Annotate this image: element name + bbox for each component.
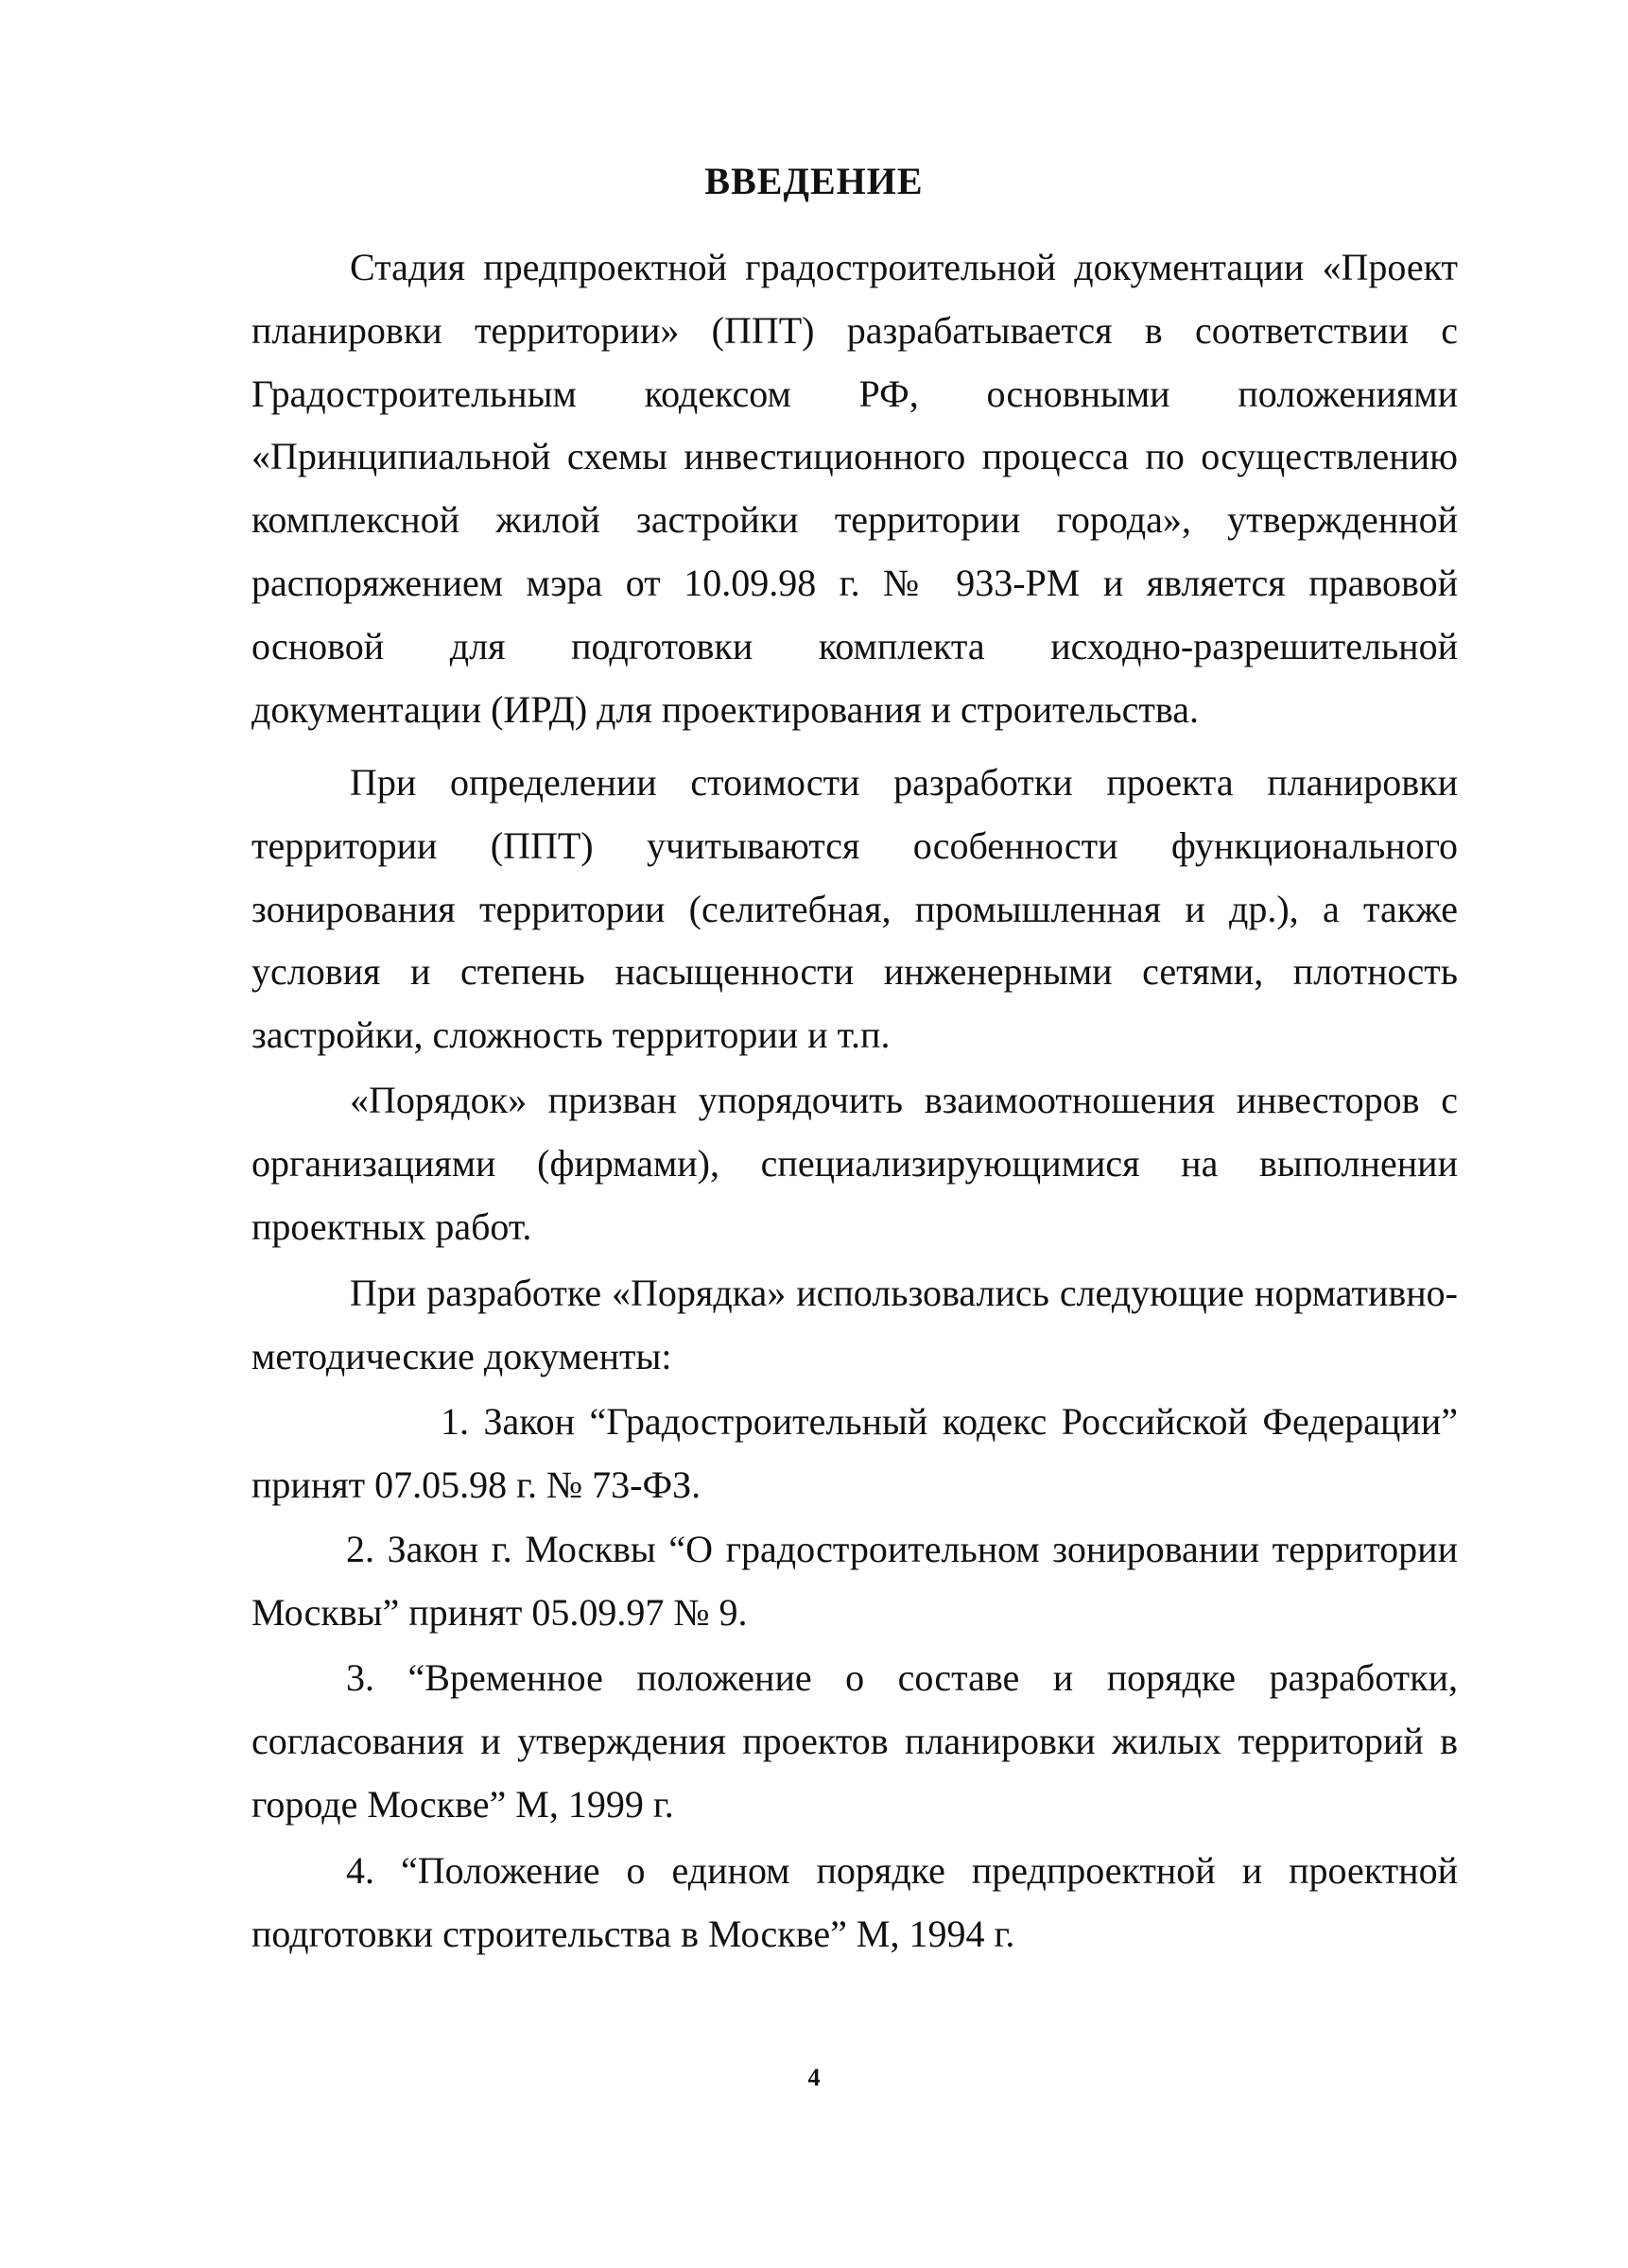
list-item-3 <box>251 1647 1458 1836</box>
page-number: 4 <box>807 2064 821 2091</box>
list-item-text: 1. Закон “Градостроительный кодекс Российской Федерации” принят 07.05.98 г. № 73-ФЗ. <box>251 1400 1458 1506</box>
list-item-text: 2. Закон г. Москвы “О градостроительном зонировании территории Москвы” принят 05.09.97 № 9. <box>251 1528 1458 1634</box>
list-item-4 <box>251 1840 1458 1966</box>
paragraph-text: Стадия предпроектной градостроительной документации «Проект планировки территории» (ППТ) разрабатывается в соответствии с Градостроительным кодексом РФ, основными положениями «Принципиальной схемы инвестиционного процесса по осуществлению комплексной жилой застройки территории города», утвержденной распоряжением мэра от 10.09.98 г. № 933-РМ и является правовой основой для подготовки комплекта исходно-разрешительной документации (ИРД) для проектирования и строительства. <box>251 246 1458 731</box>
paragraph-text: При разработке «Порядка» использовались следующие нормативно-методические документы: <box>251 1272 1458 1377</box>
paragraph-2 <box>251 752 1458 1067</box>
list-item-text: 4. “Положение о едином порядке предпроектной и проектной подготовки строительства в Москве” М, 1994 г. <box>251 1849 1458 1955</box>
paragraph-4 <box>251 1262 1458 1389</box>
list-item-2 <box>251 1518 1458 1645</box>
paragraph-text: При определении стоимости разработки проекта планировки территории (ППТ) учитываются особенности функционального зонирования территории (селитебная, промышленная и др.), а также условия и степень насыщенности инженерными сетями, плотность застройки, сложность территории и т.п. <box>251 761 1458 1057</box>
list-item-text: 3. “Временное положение о составе и порядке разработки, согласования и утверждения проектов планировки жилых территорий в городе Москве” М, 1999 г. <box>251 1656 1458 1826</box>
document-title: ВВЕДЕНИЕ <box>704 160 924 202</box>
paragraph-text: «Порядок» призван упорядочить взаимоотношения инвесторов с организациями (фирмами), специализирующимися на выполнении проектных работ. <box>251 1079 1458 1248</box>
paragraph-3 <box>251 1069 1458 1258</box>
paragraph-1 <box>251 236 1458 741</box>
list-item-1 <box>251 1391 1458 1517</box>
